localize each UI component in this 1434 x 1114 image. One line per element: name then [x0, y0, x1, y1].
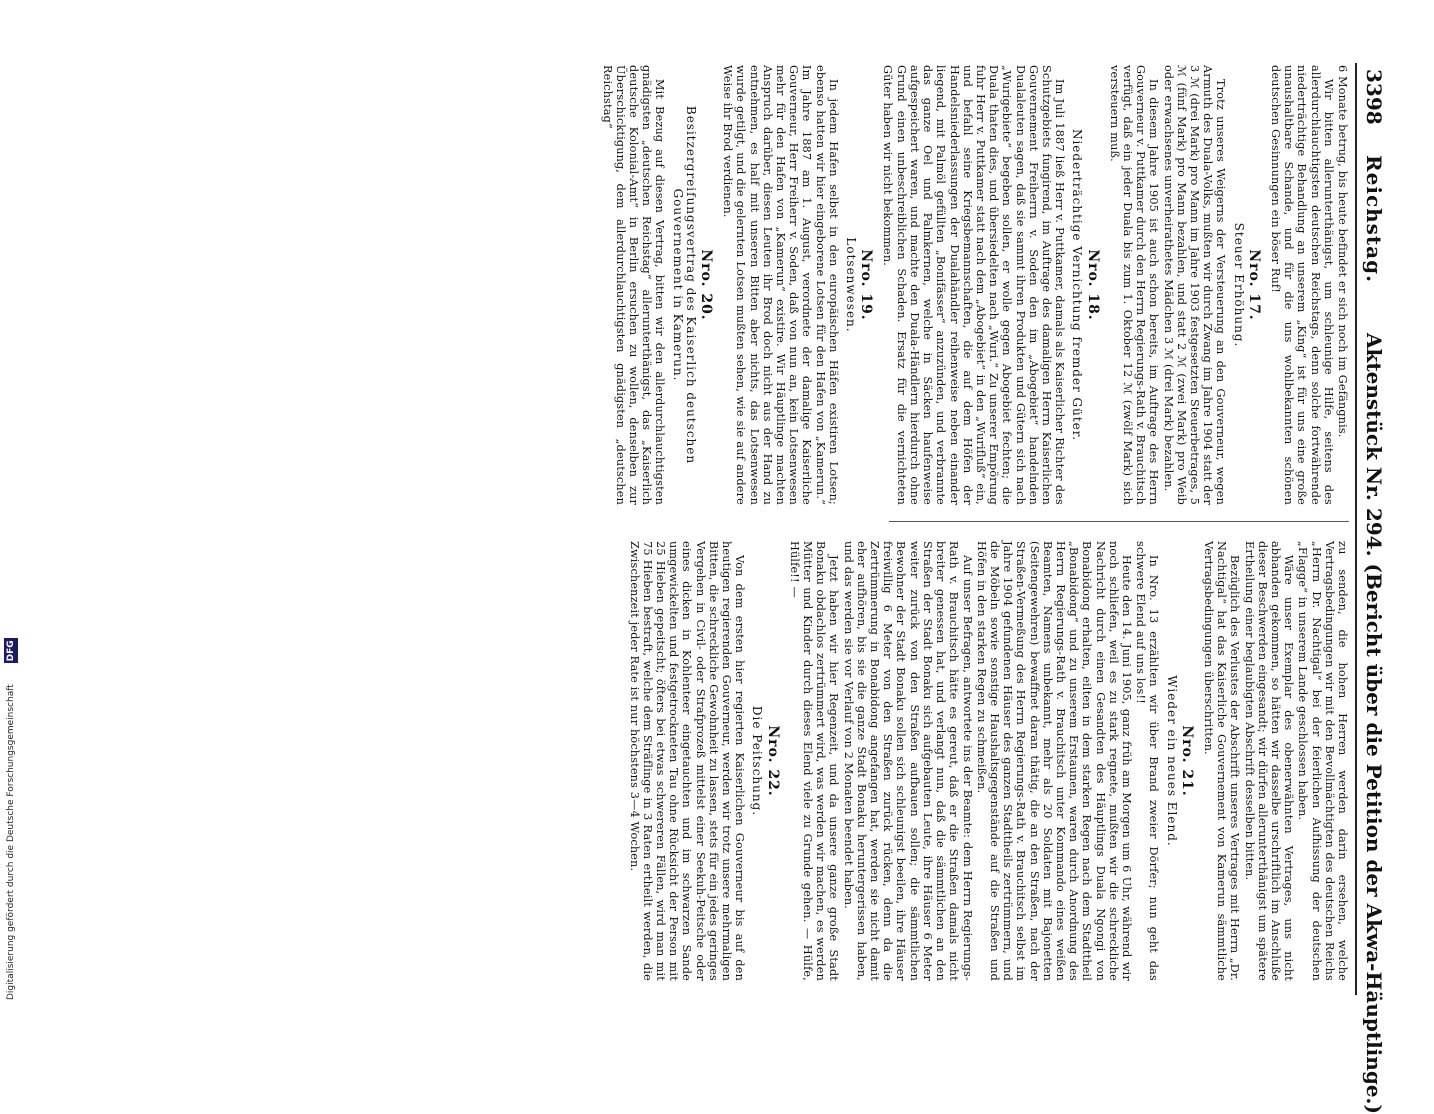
section-heading: Steuer Erhöhung.: [1231, 222, 1246, 348]
paragraph: zu senden, die hohen Herren werden darin ersehen, welche Vertragsbedingungen wir mit den Bevollmächtigten des deutschen Reichs „Herrn Dr. Nachtigal“ bei der feierlichen Aufhissung der deutschen „Flagge“ in unserem Lande geschlossen haben.: [1296, 541, 1349, 981]
document-title: Aktenstück Nr. 294. (Bericht über die Petition der Akwa-Häuptlinge.): [1362, 333, 1386, 1114]
section-number: Nro. 19.: [858, 249, 875, 321]
credit-text: Digitalisierung gefördert durch die Deutsche Forschungsgemeinschaft: [6, 684, 16, 1000]
paragraph: Von dem ersten hier regierten Kaiserlichen Gouverneur bis auf den heutigen regierenden Gouverneur, werden wir trotz unsere mehrmaligen Bitten, die schreckliche Gewohnheit zu lassen, stets für ein jedes geringes Vergehen in Civil- oder Strafprozeß mittelst einer Seekuh-Peitsche oder eines dicken in Kohlenteer eingetauchten und im schwarzen Sande umgewickelten und festgetrockneten Tau ohne Rücksicht der Person mit 25 Hieben gepeitscht; öfters bei etwas schwereren Fällen, wird man mit 75 Hieben bestraft, welche dem Sträflinge in 3 Raten ertheilt werden, die Zwischenzeit jeder Rate ist nur höchstens 3—4 Wochen.: [627, 541, 747, 981]
column-divider: [889, 521, 1349, 522]
paragraph: Im Juli 1887 ließ Herr v. Puttkamer, damals als Kaiserlicher Richter des Schutzgebiets fungirend, im Auftrage des damaligen Herrn Kaiserlichen Gouvernement Freiherrn v. Soden den im „Abogebiet“ handelnden Dualaleuten sagen, daß sie sammt ihren Produkten und Gütern sich nach „Wurigebiete“ begeben sollen, er wolle gegen Abogebiet fechten; die Duala thaten dies, und übersiedelten nach „Wuri.“ Zu unserer Empörung fuhr Herr v. Puttkamer statt nach dem „Abogebiet“ in den „Wurifluß“ ein, und befahl seine Kriegsbemannschaften, die auf dem Höfen der Handelsniederlassungen der Dualahändler reihenweise neben einander liegend, mit Palmöl gefüllten „Bonifässer“ anzuzünden, und verbrannte das ganze Oel und Palmkernen, welche in Säcken haufenweise aufgespeichert waren, und machte den Duala-Händlern hierdurch ohne Grund einen unbeschreiblichen Schaden. Ersatz für die vernichteten Güter haben wir nicht bekommen.: [881, 65, 1067, 505]
section-heading: Wieder ein neues Elend.: [1164, 675, 1179, 847]
digitization-credit: [4, 0, 18, 1000]
page-header: [1355, 63, 1391, 1114]
paragraph: Wir bitten allerunterthänigst, um schleunige Hilfe, seitens des allerdurchlauchtigsten deutschen Reichstags, denn solche fortwährende niederträchtige Behandlung an unserem „King“ ist für uns eine große unaushaltbare Schande, und für die uns wohlbekannten schönen deutschen Gesinnungen ein böser Ruf!: [1268, 65, 1335, 505]
paragraph: Mit Bezug auf diesen Vertrag, bitten wir den allerdurchlauchtigsten gnädigsten „deutschen Reichstag“ allerunterthänigst, das „Kaiserlich deutsche Kolonial-Amt“ in Berlin ersuchen zu wollen, denselben zur Überschicktigung, dem allerdurchlauchtigsten gnädigsten „deutschen Reichstag“: [600, 65, 667, 505]
section-number: Nro. 17.: [1245, 249, 1262, 321]
section-heading: Niederträchtige Vernichtung fremder Güter.: [1070, 128, 1085, 442]
paragraph: Jetzt haben wir hier Regenzeit, und da unsere ganze große Stadt Bonaku obdachlos zertrümmert wird, was werden wir machen, es werden Mütter und Kinder durch dieses Elend viele zu Grunde gehen. — Hülfe, Hülfe!! —: [787, 541, 841, 981]
section-number: Nro. 18.: [1084, 249, 1101, 321]
section-heading: Lotsenwesen.: [844, 237, 859, 333]
paragraph: Wäre unser Exemplar des obenerwähnten Vertrages, uns nicht abhanden gekommen, so hätten wir dasselbe urschriftlich im Anschluße dieser Beschwerden eingesandt; wir dürfen allerunterthänigst um spätere Ertheilung einer beglaubigten Abschrift desselben bitten.: [1242, 541, 1296, 981]
dfg-logo: DFG: [6, 640, 16, 662]
paragraph: Trotz unseres Weigerns der Versteuerung an den Gouverneur, wegen Armuth des Duala-Volks, mußten wir durch Zwang im Jahre 1904 statt der 3 ℳ (drei Mark) pro Mann im Jahre 1903 festgesetzten Steuerbetrages, 5 ℳ (fünf Mark) pro Mann bezahlen, und statt 2 ℳ (zwei Mark) pro Weib oder erwachsenes unverheirathetes Mädchen 3 ℳ (drei Mark) bezahlen.: [1161, 65, 1228, 505]
section-heading: Die Peitschung.: [750, 705, 765, 817]
paragraph: Bezüglich des Verlustes der Abschrift unseres Vertrages mit Herrn „Dr. Nachtigal“ hat das Kaiserliche Gouvernement von Kamerun sämmtliche Vertragsbedingungen überschritten.: [1201, 541, 1242, 981]
section-number: Nro. 22.: [764, 725, 781, 797]
page-number: 3398: [1362, 69, 1386, 125]
paragraph: Heute den 14. Juni 1905, ganz früh am Morgen um 6 Uhr, während wir noch schliefen, weil es zu stark regnete, mußten wir die schreckliche Nachricht durch einen Gesandten des Häuptlings Duala Ngongi von Bonabidong erhalten, eilten in dem starken Regen nach dem Stadttheil „Bonabidong“ und zu unserem Erstaunen, waren durch Anordnung des Herrn Regierungs-Rath v. Brauchitsch unter Kommando eines weißen Beamten, Namens unbekannt, mehr als 20 Soldaten mit Bajonetten (Seitengewehren) bewaffnet daran thätig, die an den Straßen, nach der Straßen-Vermeßung des Herrn Regierungs-Rath v. Brauchitsch selbst im Jahre 1904 gefundenen Häuser des ganzen Stadttheils zertrümmern, und die Möbeln sowie sonstige Haushaltsgegenstände auf die Straßen und Höfen in den starken Regen zu schmeißen.: [974, 541, 1133, 981]
paragraph: In jedem Hafen selbst in den europäischen Häfen existiren Lotsen; ebenso hatten wir hier eingeborene Lotsen für den Hafen von „Kamerun.“ Im Jahre 1887 am 1. August, verordnete der damalige Kaiserliche Gouverneur, Herr Freiherr v. Soden, daß von nun an, kein Lotsenwesen mehr für den Hafen von „Kamerun“ existire. Wir Häuptlinge machten Anspruch darüber, diesen Leuten ihr Brod doch nicht aus der Hand zu entnehmen, es half mit unseren Bitten aber nichts, das Lotsenwesen wurde getilgt, und die gelernten Lotsen mußten sehen, wie sie auf andere Weise ihr Brod verdienen.: [721, 65, 840, 505]
left-column: [599, 65, 1349, 505]
running-title: Reichstag.: [1362, 155, 1386, 284]
right-column: [626, 541, 1349, 981]
section-heading: Besitzergreifungsvertrag des Kaiserlich deutschen Gouvernement in Kamerun.: [670, 105, 698, 465]
paragraph: In diesem Jahre 1905 ist auch schon bereits, im Auftrage des Herrn Gouverneur v. Puttkamer durch den Herrn Regierungs-Rath v. Brauchitsch verfügt, daß ein jeder Duala bis zum 1. Oktober 12 ℳ (zwölf Mark) sich versteuern muß.: [1107, 65, 1161, 505]
section-number: Nro. 21.: [1178, 725, 1195, 797]
section-number: Nro. 20.: [698, 249, 715, 321]
rotated-document-page: [85, 63, 1391, 1114]
paragraph: Auf unser Befragen, antwortete ins der Beamte: dem Herrn Regierungs-Rath v. Brauchitsch hätte es gereut, daß er die Straßen damals nicht breiter genessen hat, und verlangt nun, daß die sämmtlichen an den Straßen der Stadt Bonaku sich aufgebauten Leute, ihre Häuser 6 Meter weiter zurück von den Straßen aufbauen sollen; die sämmtlichen Bewohner der Stadt Bonaku sollen sich schleunigst beeilen, ihre Häuser freiwillig 6 Meter von den Straßen zurück rücken, denn da die Zertrümmerung in Bonabidong angefangen hat, werden sie nicht damit eher aufhören, bis sie die ganze Stadt Bonaku heruntergerissen haben, und das werden sie vor Verlauf von 2 Monaten beendet haben.: [841, 541, 974, 981]
paragraph: 6 Monate betrug, bis heute befindet er sich noch im Gefängnis.: [1336, 65, 1349, 438]
paragraph: In Nro. 13 erzählten wir über Brand zweier Dörfer; nun geht das schwere Elend auf uns los!!: [1134, 541, 1161, 981]
